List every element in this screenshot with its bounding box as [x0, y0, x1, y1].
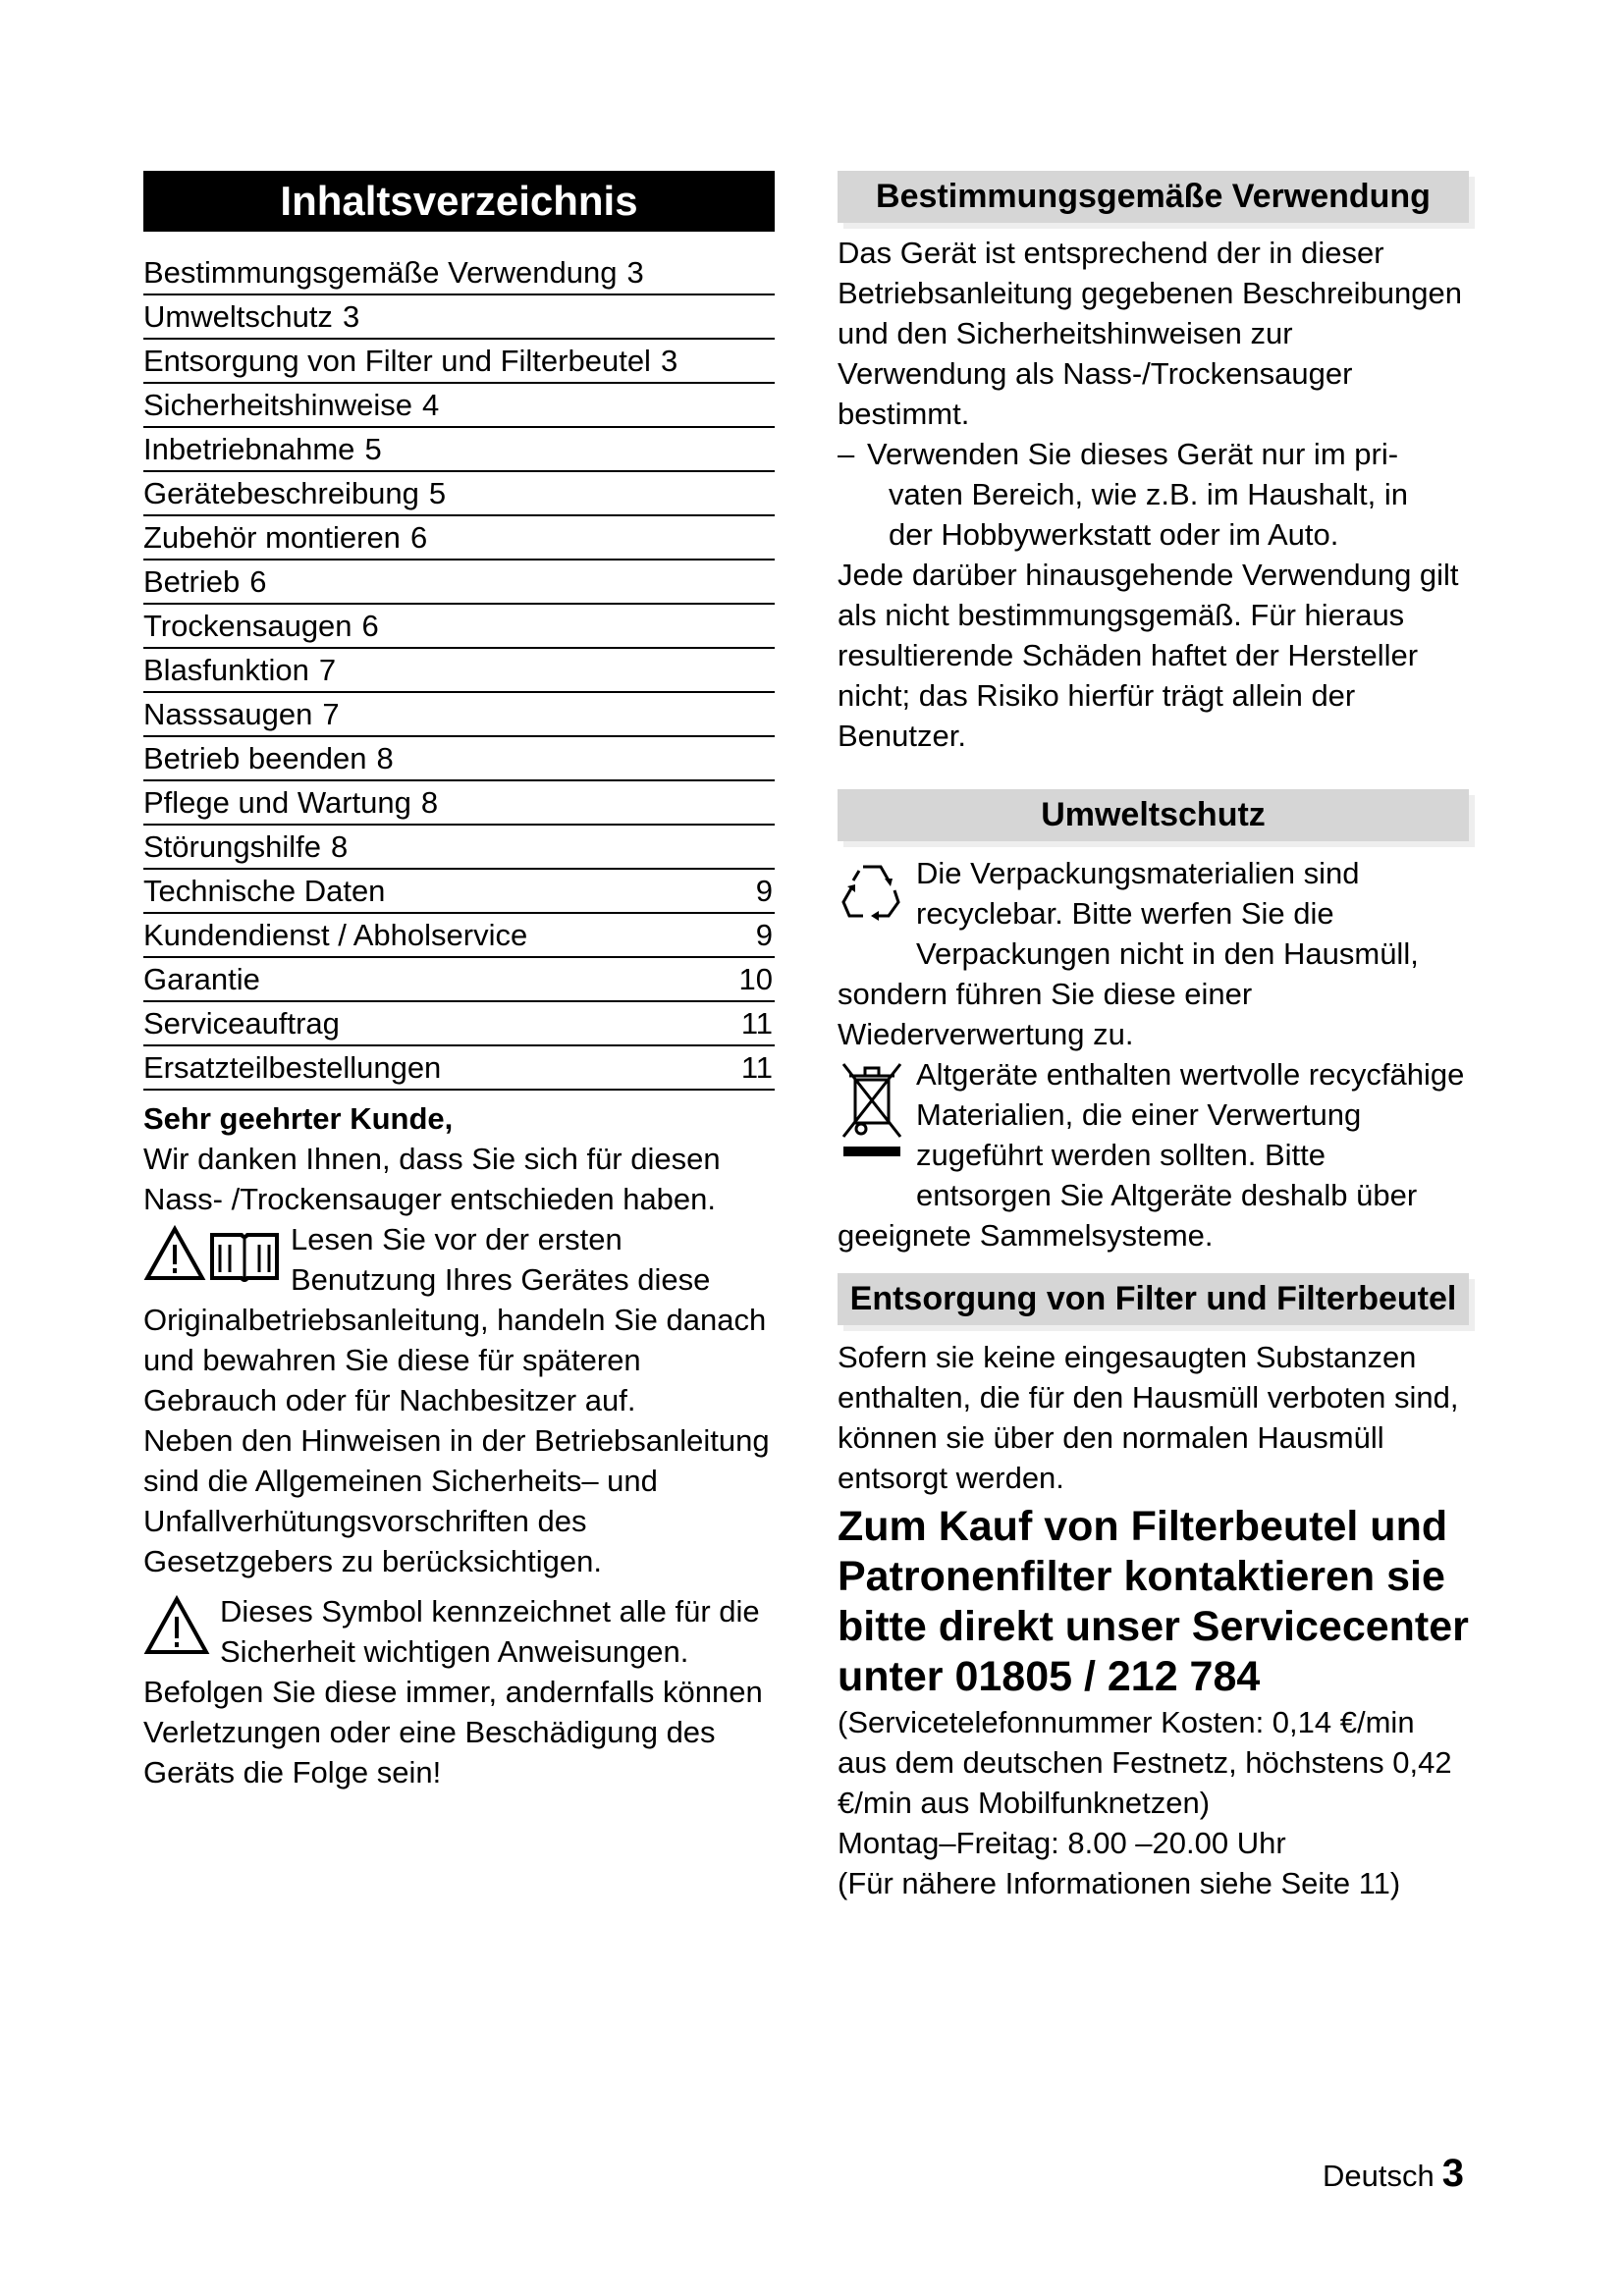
read-manual-label: Lesen Sie vor der ersten Benutzung Ihres Gerätes diese Originalbetriebsanleitung, handeln Sie danach und bewahren Sie diese für späteren Gebrauch oder für Nachbesitzer auf. — [143, 1222, 767, 1417]
intended-use-bullet — [838, 434, 1469, 555]
intended-use-heading: Bestimmungsgemäße Verwendung — [838, 171, 1469, 223]
left-column — [143, 171, 775, 1792]
bullet-line-1: Verwenden Sie dieses Gerät nur im pri- — [867, 437, 1399, 471]
toc-entry-page: 10 — [738, 962, 773, 996]
packaging-label: Die Verpackungsmaterialien sind recyclebar. Bitte werfen Sie die Verpackungen nicht in den Hausmüll, sondern führen Sie diese einer Wiederverwertung zu. — [838, 856, 1419, 1051]
toc-entry[interactable] — [143, 914, 775, 958]
toc-entry-page: 9 — [755, 918, 773, 952]
toc-entry[interactable] — [143, 870, 775, 914]
toc-entry[interactable] — [143, 251, 775, 295]
toc-entry-title: Pflege und Wartung — [143, 785, 411, 820]
bullet-line-3: der Hobbywerkstatt oder im Auto. — [889, 517, 1339, 552]
toc-entry-title: Serviceauftrag — [143, 1006, 340, 1041]
toc-entry-page: 8 — [330, 829, 349, 864]
toc-entry-title: Garantie — [143, 962, 260, 996]
disposal-section — [838, 1337, 1469, 1903]
toc-entry[interactable] — [143, 1046, 775, 1091]
hours-text: Montag–Freitag: 8.00 –20.00 Uhr — [838, 1826, 1286, 1860]
toc-entry-page: 3 — [342, 299, 360, 334]
disposal-heading: Entsorgung von Filter und Filterbeutel — [838, 1273, 1469, 1325]
recycle-icon — [838, 857, 906, 935]
toc-entry-page: 8 — [420, 785, 439, 820]
toc-list — [143, 251, 775, 1091]
toc-entry-title: Ersatzteilbestellungen — [143, 1050, 442, 1085]
toc-entry-title: Blasfunktion — [143, 653, 309, 687]
toc-entry[interactable] — [143, 649, 775, 693]
toc-entry-page: 5 — [364, 432, 382, 466]
toc-entry-title: Sicherheitshinweise — [143, 388, 412, 422]
toc-entry-page: 3 — [626, 255, 644, 290]
disposal-text: Sofern sie keine eingesaugten Substanzen enthalten, die für den Hausmüll verboten sind, können sie über den normalen Hausmüll entsorgt werden. — [838, 1340, 1459, 1495]
bullet-line-2: vaten Bereich, wie z.B. im Haushalt, in — [889, 477, 1408, 511]
toc-entry[interactable] — [143, 516, 775, 561]
cost-text: (Servicetelefonnummer Kosten: 0,14 €/min aus dem deutschen Festnetz, höchstens 0,42 €/min aus Mobilfunknetzen) — [838, 1705, 1452, 1820]
toc-entry-page: 7 — [318, 653, 337, 687]
toc-entry-page: 4 — [421, 388, 440, 422]
warning-symbol-label: Dieses Symbol kennzeichnet alle für die Sicherheit wichtigen Anweisungen. Befolgen Sie diese immer, andernfalls können Verletzungen oder eine Beschädigung des Geräts die Folge sein! — [143, 1594, 763, 1789]
warning-icon — [143, 1595, 210, 1666]
toc-entry[interactable] — [143, 958, 775, 1002]
warning-symbol-text — [143, 1591, 775, 1792]
toc-entry[interactable] — [143, 428, 775, 472]
warning-manual-icon — [143, 1223, 281, 1296]
toc-entry[interactable] — [143, 561, 775, 605]
toc-entry-page: 6 — [409, 520, 428, 555]
toc-entry-title: Bestimmungsgemäße Verwendung — [143, 255, 618, 290]
toc-entry[interactable] — [143, 605, 775, 649]
liability-text: Jede darüber hinausgehende Verwendung gilt als nicht bestimmungsgemäß. Für hieraus resultierende Schäden haftet der Hersteller nicht; das Risiko hierfür trägt allein der Benutzer. — [838, 558, 1459, 753]
toc-entry-title: Trockensaugen — [143, 609, 352, 643]
greeting-section — [143, 1098, 775, 1792]
read-manual-text — [143, 1219, 775, 1420]
toc-entry-title: Zubehör montieren — [143, 520, 401, 555]
toc-entry[interactable] — [143, 826, 775, 870]
toc-entry-title: Nasssaugen — [143, 697, 313, 731]
intended-use-section — [838, 233, 1469, 756]
toc-entry-page: 11 — [740, 1006, 773, 1041]
bullet-dash: – — [838, 437, 855, 471]
toc-entry-page: 11 — [740, 1050, 773, 1085]
more-info-text: (Für nähere Informationen siehe Seite 11) — [838, 1866, 1401, 1900]
environment-section — [838, 853, 1469, 1255]
toc-entry-title: Störungshilfe — [143, 829, 321, 864]
old-devices-text — [838, 1054, 1469, 1255]
toc-entry[interactable] — [143, 693, 775, 737]
toc-entry-title: Betrieb — [143, 564, 241, 599]
purchase-text: Zum Kauf von Filterbeutel und Patronenfilter kontaktieren sie bitte direkt unser Servicecenter unter 01805 / 212 784 — [838, 1503, 1469, 1700]
toc-entry[interactable] — [143, 295, 775, 340]
footer-language: Deutsch — [1323, 2159, 1435, 2193]
toc-entry[interactable] — [143, 781, 775, 826]
toc-entry-title: Gerätebeschreibung — [143, 476, 419, 510]
toc-title: Inhaltsverzeichnis — [143, 171, 775, 232]
toc-entry[interactable] — [143, 1002, 775, 1046]
toc-entry-title: Entsorgung von Filter und Filterbeutel — [143, 344, 651, 378]
toc-entry-title: Inbetriebnahme — [143, 432, 355, 466]
toc-entry-title: Umweltschutz — [143, 299, 333, 334]
page-number: 3 — [1441, 2152, 1464, 2195]
toc-entry-page: 6 — [249, 564, 267, 599]
toc-entry-title: Betrieb beenden — [143, 741, 367, 775]
environment-heading: Umweltschutz — [838, 789, 1469, 841]
toc-entry-page: 8 — [376, 741, 394, 775]
crossed-bin-icon — [838, 1058, 906, 1178]
intended-use-intro: Das Gerät ist entsprechend der in dieser Betriebsanleitung gegebenen Beschreibungen und den Sicherheitshinweisen zur Verwendung als Nass-/Trockensauger bestimmt. — [838, 236, 1462, 431]
toc-entry-page: 7 — [322, 697, 340, 731]
toc-entry-title: Technische Daten — [143, 874, 386, 908]
toc-entry[interactable] — [143, 737, 775, 781]
regulations-text: Neben den Hinweisen in der Betriebsanleitung sind die Allgemeinen Sicherheits– und Unfallverhütungsvorschriften des Gesetzgebers zu berücksichtigen. — [143, 1423, 770, 1578]
right-column — [838, 171, 1469, 1903]
old-devices-label: Altgeräte enthalten wertvolle recycfähige Materialien, die einer Verwertung zugeführt werden sollten. Bitte entsorgen Sie Altgeräte deshalb über geeignete Sammelsysteme. — [838, 1057, 1465, 1253]
toc-entry[interactable] — [143, 340, 775, 384]
toc-entry-page: 5 — [428, 476, 447, 510]
toc-entry-page: 9 — [755, 874, 773, 908]
salutation: Sehr geehrter Kunde, — [143, 1101, 454, 1136]
page-footer — [1323, 2152, 1464, 2196]
packaging-text — [838, 853, 1469, 1054]
thanks-text: Wir danken Ihnen, dass Sie sich für diesen Nass- /Trockensauger entschieden haben. — [143, 1142, 721, 1216]
toc-entry[interactable] — [143, 384, 775, 428]
toc-entry[interactable] — [143, 472, 775, 516]
toc-entry-page: 3 — [660, 344, 678, 378]
toc-entry-title: Kundendienst / Abholservice — [143, 918, 528, 952]
toc-entry-page: 6 — [361, 609, 379, 643]
